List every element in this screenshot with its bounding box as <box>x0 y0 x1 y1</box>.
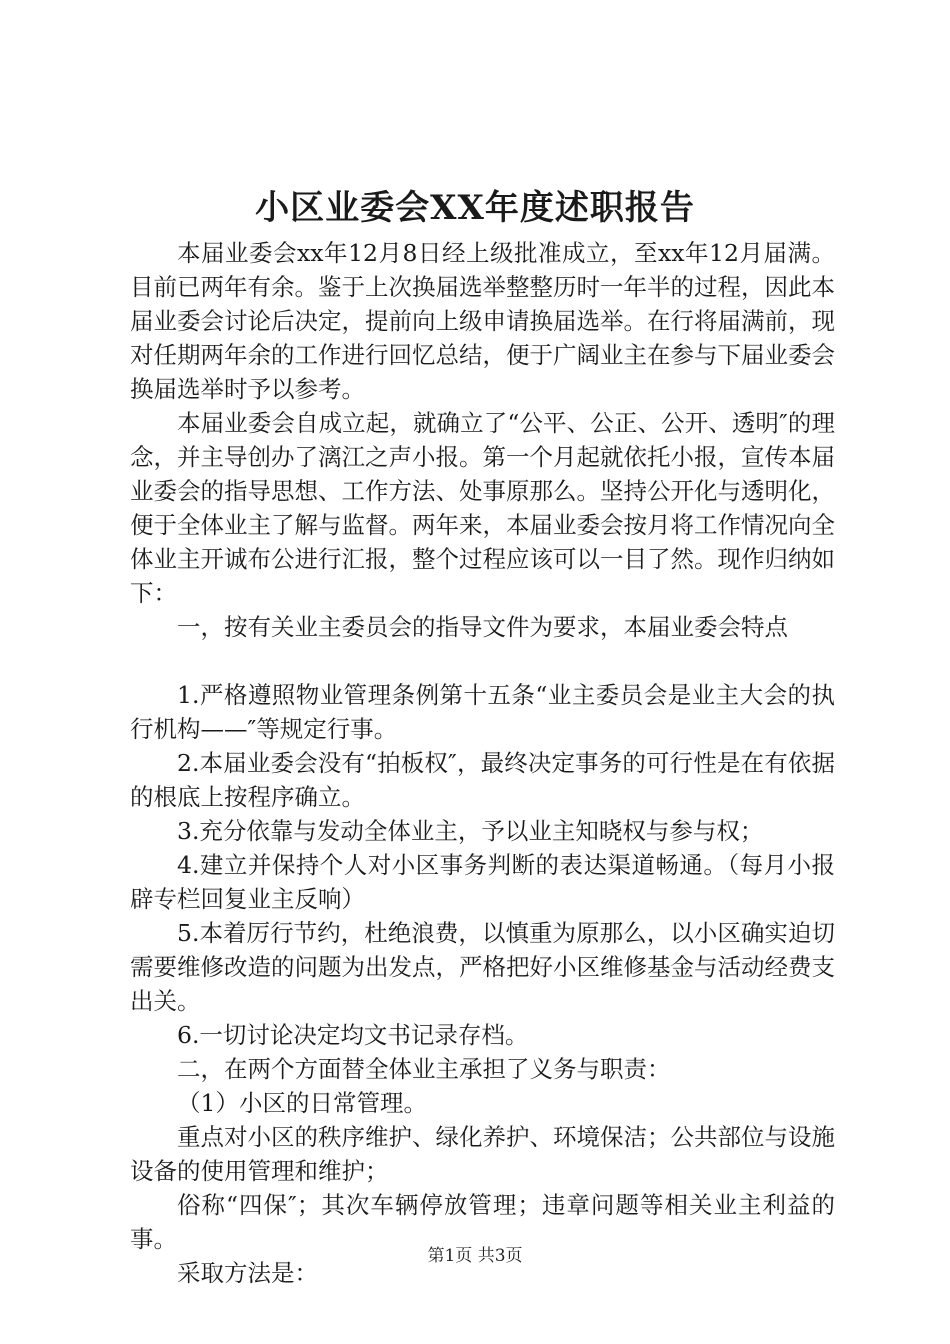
paragraph-method: 采取方法是： <box>177 1259 318 1287</box>
list-item-3: 3.充分依靠与发动全体业主，予以业主知晓权与参与权； <box>177 817 764 845</box>
paragraph-focus: 重点对小区的秩序维护、绿化养护、环境保洁；公共部位与设施设备的使用管理和维护； <box>130 1123 835 1185</box>
list-item-5: 5.本着厉行节约，杜绝浪费，以慎重为原那么，以小区确实迫切需要维修改造的问题为出发点，严格把好小区维修基金与活动经费支出关。 <box>130 919 835 1015</box>
paragraph-principles: 本届业委会自成立起，就确立了“公平、公正、公开、透明″的理念，并主导创办了漓江之声小报。第一个月起就依托小报，宣传本届业委会的指导思想、工作方法、处事原那么。坚持公开化与透明化，便于全体业主了解与监督。两年来，本届业委会按月将工作情况向全体业主开诚布公进行汇报，整个过程应该可以一目了然。现作归纳如下： <box>130 409 835 607</box>
subsection-heading-1: （1）小区的日常管理。 <box>177 1089 427 1117</box>
page-footer: 第1页 共3页 <box>427 1246 523 1266</box>
list-item-4: 4.建立并保持个人对小区事务判断的表达渠道畅通。（每月小报辟专栏回复业主反响） <box>130 851 835 913</box>
section-heading-2: 二，在两个方面替全体业主承担了义务与职责： <box>177 1055 671 1083</box>
document-body <box>130 236 835 1290</box>
list-item-1: 1.严格遵照物业管理条例第十五条“业主委员会是业主大会的执行机构——″等规定行事。 <box>130 681 835 743</box>
paragraph-intro: 本届业委会xx年12月8日经上级批准成立，至xx年12月届满。目前已两年有余。鉴于上次换届选举整整历时一年半的过程，因此本届业委会讨论后决定，提前向上级申请换届选举。在行将届满前，现对任期两年余的工作进行回忆总结，便于广阔业主在参与下届业委会换届选举时予以参考。 <box>130 239 835 403</box>
list-item-6: 6.一切讨论决定均文书记录存档。 <box>177 1021 529 1049</box>
section-heading-1: 一，按有关业主委员会的指导文件为要求，本届业委会特点 <box>177 613 788 641</box>
paragraph-four-guarantees: 俗称“四保″；其次车辆停放管理；违章问题等相关业主利益的事。 <box>130 1191 835 1253</box>
list-item-2: 2.本届业委会没有“拍板权″，最终决定事务的可行性是在有依据的根底上按程序确立。 <box>130 749 835 811</box>
document-title: 小区业委会XX年度述职报告 <box>255 188 695 228</box>
